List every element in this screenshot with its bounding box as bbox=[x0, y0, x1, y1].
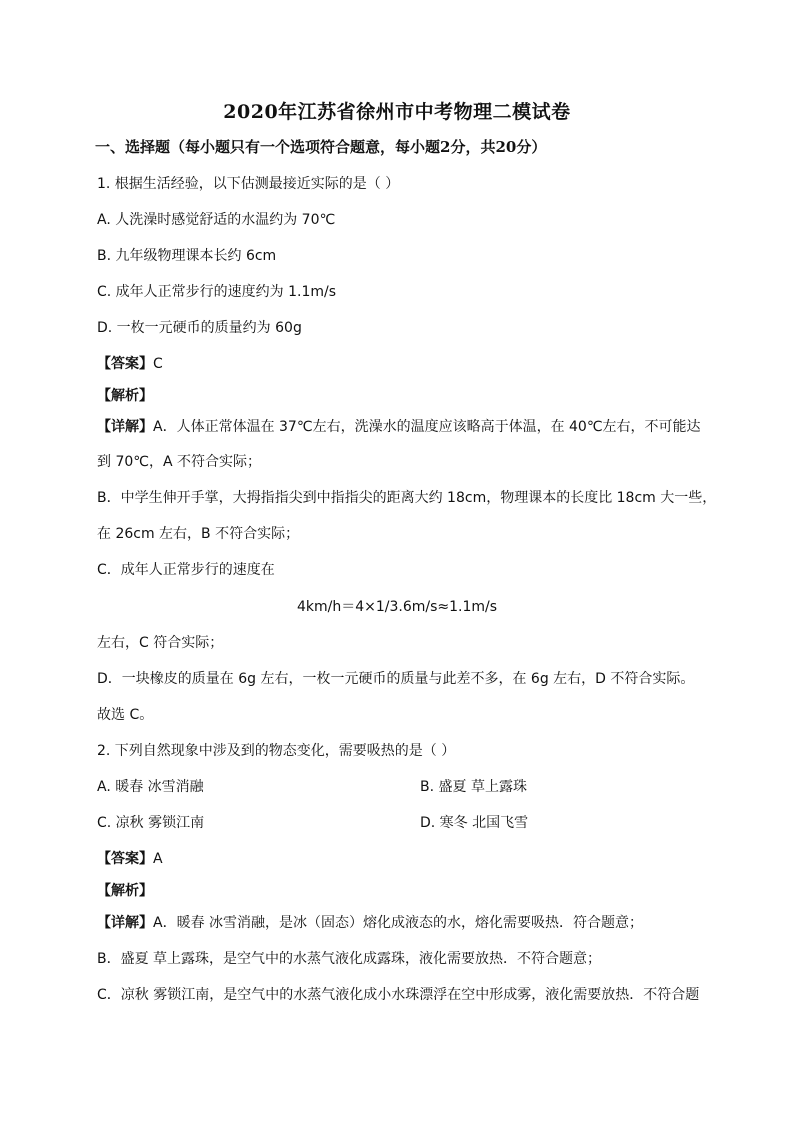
q1-explain-b1: B．中学生伸开手掌，大拇指指尖到中指指尖的距离大约 18cm，物理课本的长度比 18cm 大一些， bbox=[97, 490, 717, 506]
q1-option-c: C. 成年人正常步行的速度约为 1.1m/s bbox=[97, 284, 337, 300]
q1-conclusion: 故选 C。 bbox=[97, 707, 154, 723]
q1-stem: 1. 根据生活经验，以下估测最接近实际的是（ ） bbox=[97, 176, 400, 192]
q2-explain-line bbox=[97, 912, 643, 932]
q2-explain-c: C．凉秋 雾锁江南，是空气中的水蒸气液化成小水珠漂浮在空中形成雾，液化需要放热．不符合题 bbox=[97, 987, 700, 1003]
q2-explain-b: B．盛夏 草上露珠，是空气中的水蒸气液化成露珠，液化需要放热．不符合题意； bbox=[97, 951, 602, 967]
q2-option-d: D. 寒冬 北国飞雪 bbox=[420, 815, 529, 831]
q2-answer-value: A bbox=[153, 851, 163, 867]
q1-explain-a1: A．人体正常体温在 37℃左右，洗澡水的温度应该略高于体温，在 40℃左右，不可能达 bbox=[153, 419, 701, 435]
q2-explain-a: A．暖春 冰雪消融，是冰（固态）熔化成液态的水，熔化需要吸热．符合题意； bbox=[153, 915, 644, 931]
q2-option-a: A. 暖春 冰雪消融 bbox=[97, 779, 204, 795]
q1-answer bbox=[97, 353, 163, 373]
q1-answer-value: C bbox=[153, 356, 163, 372]
q2-option-b: B. 盛夏 草上露珠 bbox=[420, 779, 527, 795]
q1-explain-b2: 在 26cm 左右，B 不符合实际； bbox=[97, 526, 300, 542]
q2-answer-tag: 【答案】 bbox=[97, 851, 153, 867]
q2-analysis-tag: 【解析】 bbox=[97, 883, 153, 899]
q2-stem: 2. 下列自然现象中涉及到的物态变化，需要吸热的是（ ） bbox=[97, 743, 456, 759]
q1-option-d: D. 一枚一元硬币的质量约为 60g bbox=[97, 320, 302, 336]
q1-option-a: A. 人洗澡时感觉舒适的水温约为 70℃ bbox=[97, 212, 336, 228]
q1-answer-tag: 【答案】 bbox=[97, 356, 153, 372]
q1-detail-tag: 【详解】 bbox=[97, 419, 153, 435]
q1-option-b: B. 九年级物理课本长约 6cm bbox=[97, 248, 277, 264]
q2-detail-tag: 【详解】 bbox=[97, 915, 153, 931]
q1-explain-line bbox=[97, 416, 701, 436]
q1-explain-a2: 到 70℃，A 不符合实际； bbox=[97, 454, 262, 470]
q1-explain-c2: 左右，C 符合实际； bbox=[97, 635, 224, 651]
q1-explain-d: D．一块橡皮的质量在 6g 左右，一枚一元硬币的质量与此差不多，在 6g 左右，D 不符合实际。 bbox=[97, 671, 695, 687]
q2-option-c: C. 凉秋 雾锁江南 bbox=[97, 815, 205, 831]
q1-analysis-tag: 【解析】 bbox=[97, 388, 153, 404]
section-heading: 一、选择题（每小题只有一个选项符合题意，每小题2分，共20分） bbox=[95, 138, 547, 156]
q1-formula: 4km/h＝4×1/3.6m/s≈1.1m/s bbox=[296, 599, 498, 615]
page-title: 2020年江苏省徐州市中考物理二模试卷 bbox=[223, 101, 571, 123]
q2-answer bbox=[97, 848, 163, 868]
q1-explain-c1: C．成年人正常步行的速度在 bbox=[97, 562, 275, 578]
